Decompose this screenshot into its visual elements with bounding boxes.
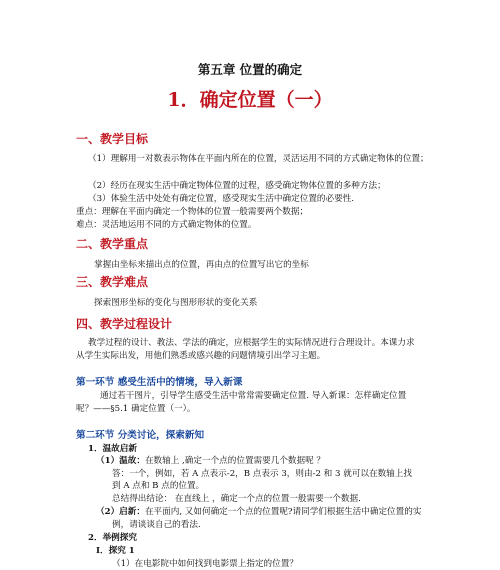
conclusion: 总结得出结论： 在直线上 ，确定一个点的位置一般需要一个数据． xyxy=(112,494,367,504)
goal-item-3: （3）体验生活中处处有确定位置，感受现实生活中确定位置的必要性. xyxy=(88,194,355,204)
goal-item-1: （1）理解用一对数表示物体在平面内所在的位置，灵活运用不同的方式确定物体的位置； xyxy=(88,154,429,164)
goal-difficulty: 难点：灵活地运用不同的方式确定物体的位置。 xyxy=(76,220,257,230)
answer-1-line-1: 答：一个，例如，若 A 点表示-2，B 点表示 3，则由-2 和 3 就可以在数轴上找 xyxy=(112,469,412,479)
step1-line-1: 通过若干图片，引导学生感受生活中常常需要确定位置. 导入新课：怎样确定位置 xyxy=(100,391,407,401)
step1-line-2: 呢？——§5.1 确定位置（一）。 xyxy=(76,404,196,414)
process-heading: 四、教学过程设计 xyxy=(76,317,173,331)
difficulty-heading: 三、教学难点 xyxy=(76,275,149,289)
step2-sub1: 1．温故启新 xyxy=(88,444,137,454)
lesson-title: 1．确定位置（一） xyxy=(167,89,333,111)
question-2-text: 在平面内, 又如何确定一个点的位置呢?请同学们根据生活中确定位置的实 xyxy=(144,507,422,517)
process-intro-line-2: 从学生实际出发，用他们熟悉或感兴趣的问题情境引出学习主题。 xyxy=(76,351,326,361)
key-point-heading: 二、教学重点 xyxy=(76,237,149,251)
explore-label: Ⅰ．探究 1 xyxy=(96,546,135,556)
question-1 xyxy=(96,456,325,467)
goal-item-2: （2）经历在现实生活中确定物体位置的过程，感受确定物体位置的多种方法； xyxy=(88,181,386,191)
key-point-text: 掌握由坐标来描出点的位置，再由点的位置写出它的坐标 xyxy=(94,260,309,270)
answer-1-line-2: 到 A 点和 B 点的位置。 xyxy=(112,481,205,491)
difficulty-text: 探索图形坐标的变化与图形形状的变化关系 xyxy=(94,298,258,308)
question-2-cont: 例，请谈谈自己的看法. xyxy=(112,520,201,530)
question-2 xyxy=(96,507,421,518)
step2-heading: 第二环节 分类讨论，探索新知 xyxy=(76,430,205,441)
step1-heading: 第一环节 感受生活中的情境，导入新课 xyxy=(76,377,243,388)
question-2-label: （2）启新： xyxy=(96,507,145,517)
process-intro-line-1: 教学过程的设计、教法、学法的确定，应根据学生的实际情况进行合理设计。本课力求 xyxy=(88,338,415,348)
goals-heading: 一、教学目标 xyxy=(76,132,149,146)
question-1-label: （1）温故： xyxy=(96,456,145,466)
goal-key-point: 重点：理解在平面内确定一个物体的位置一般需要两个数据； xyxy=(76,207,309,217)
question-1-text: 在数轴上 ,确定一个点的位置需要几个数据呢 ？ xyxy=(144,456,326,466)
step2-sub2: 2．举例探究 xyxy=(88,533,137,543)
chapter-title: 第五章 位置的确定 xyxy=(197,62,303,77)
explore-question: （1）在电影院中如何找到电影票上指定的位置？ xyxy=(112,559,298,569)
